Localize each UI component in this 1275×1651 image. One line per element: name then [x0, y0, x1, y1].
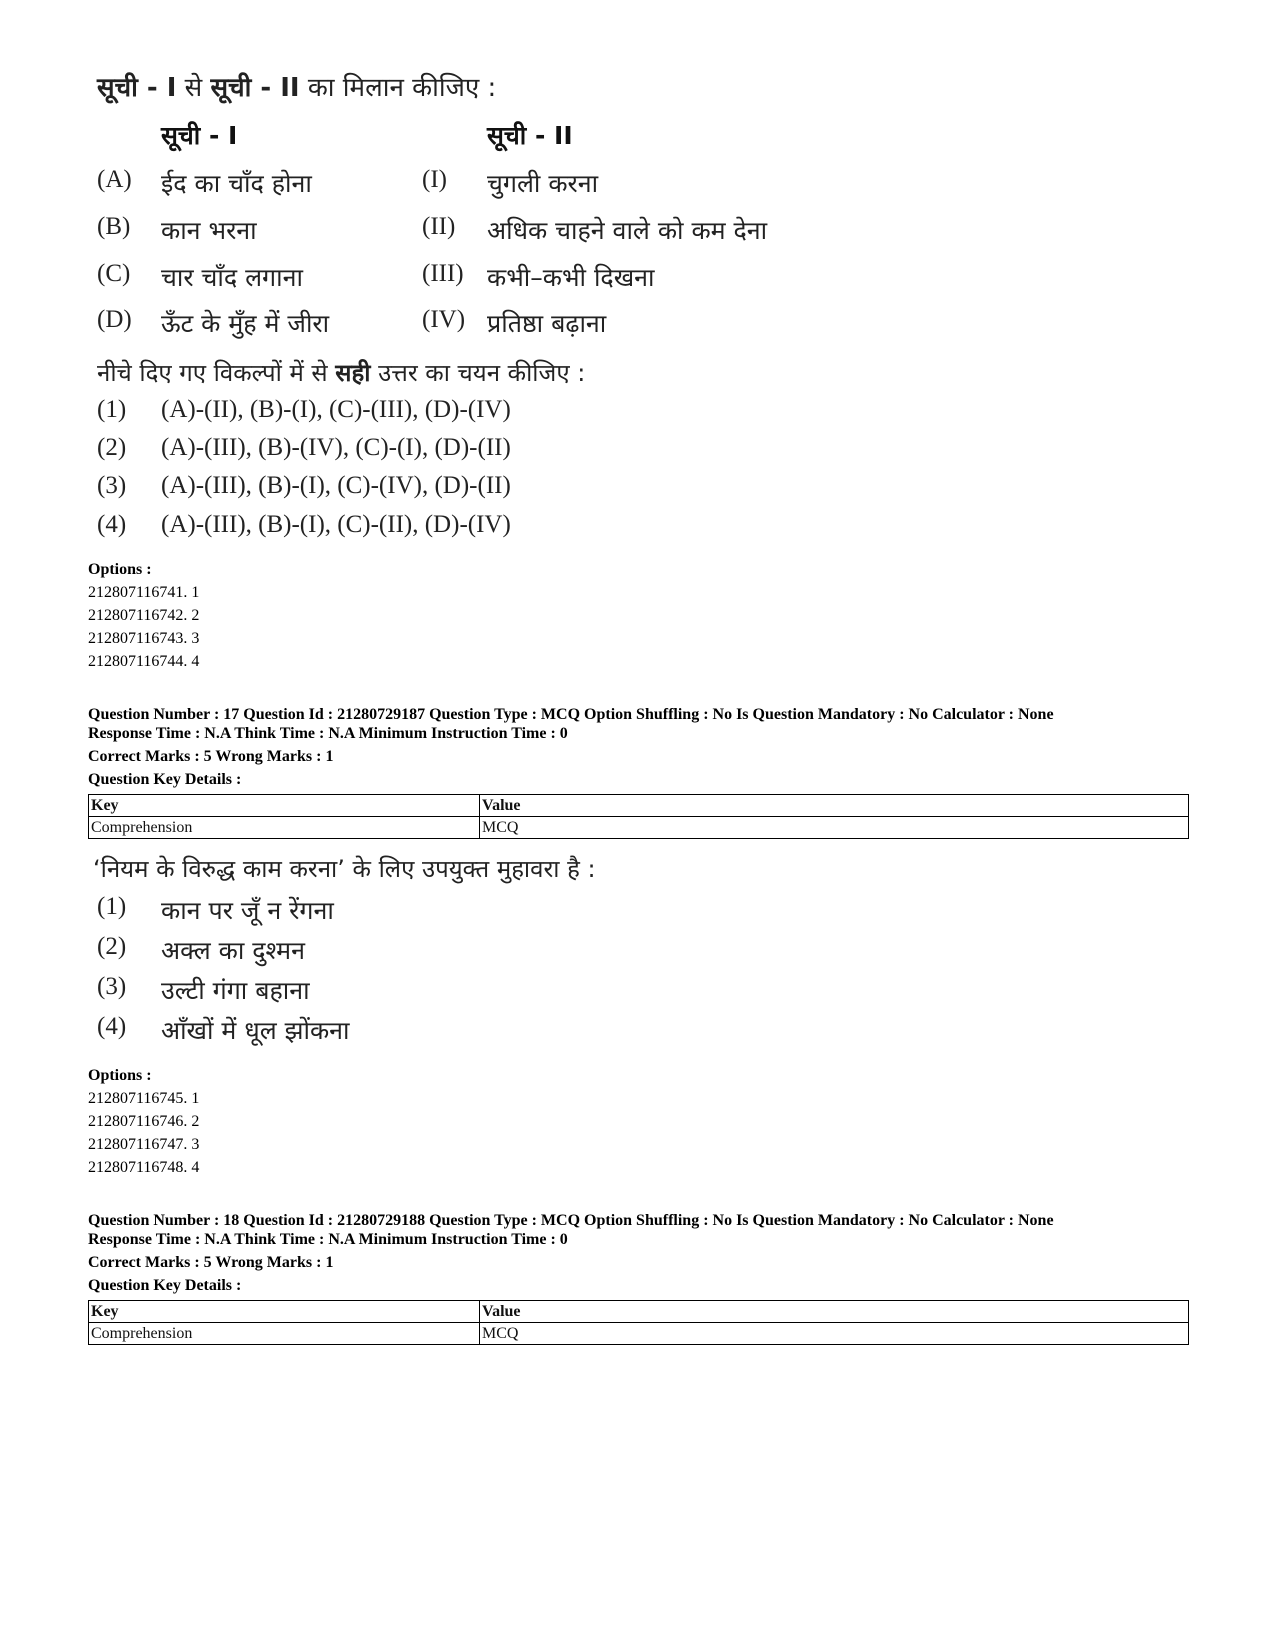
question-18-timing: Response Time : N.A Think Time : N.A Minimum Instruction Time : 0 [88, 1231, 568, 1248]
key-header: Key [89, 795, 480, 817]
option-id: 212807116746. 2 [88, 1113, 200, 1130]
option-id: 212807116745. 1 [88, 1090, 200, 1107]
row-label: (A) [97, 166, 132, 193]
option-number: (4) [97, 1013, 127, 1040]
question-17-key-label: Question Key Details : [88, 771, 242, 788]
option-text: (A)-(III), (B)-(IV), (C)-(I), (D)-(II) [161, 434, 511, 461]
match-row [97, 306, 857, 346]
match-question-title [97, 68, 496, 104]
option-number: (2) [97, 933, 127, 960]
option-number: (3) [97, 973, 127, 1000]
answer-instruction [97, 356, 585, 389]
option-number: (2) [97, 434, 127, 461]
match-row [97, 213, 857, 253]
instr-suffix: उत्तर का चयन कीजिए : [370, 359, 586, 387]
question-17-key-table [88, 794, 1189, 839]
question-17-meta: Question Number : 17 Question Id : 21280729187 Question Type : MCQ Option Shuffling : No Is Question Mandatory : No Calculator : None [88, 706, 1054, 723]
list-2-item: चुगली करना [487, 169, 599, 198]
options-label: Options : [88, 1067, 152, 1084]
question-17-timing: Response Time : N.A Think Time : N.A Minimum Instruction Time : 0 [88, 725, 568, 742]
key-cell: Comprehension [89, 1323, 480, 1345]
option-text: (A)-(III), (B)-(I), (C)-(II), (D)-(IV) [161, 511, 511, 538]
option-text: अक्ल का दुश्मन [161, 936, 305, 965]
option-number: (1) [97, 893, 127, 920]
value-cell: MCQ [480, 817, 1189, 839]
title-connector: से [176, 73, 211, 103]
option-number: (4) [97, 511, 127, 538]
question-18-key-table [88, 1300, 1189, 1345]
options-label: Options : [88, 561, 152, 578]
option-text: (A)-(III), (B)-(I), (C)-(IV), (D)-(II) [161, 472, 511, 499]
row-label-2: (I) [422, 166, 447, 193]
match-row [97, 166, 857, 206]
row-label-2: (IV) [422, 306, 466, 333]
option-id: 212807116743. 3 [88, 630, 200, 647]
option-number: (1) [97, 396, 127, 423]
option-id: 212807116742. 2 [88, 607, 200, 624]
question-18-marks: Correct Marks : 5 Wrong Marks : 1 [88, 1254, 334, 1271]
key-cell: Comprehension [89, 817, 480, 839]
list-2-item: प्रतिष्ठा बढ़ाना [487, 309, 607, 338]
table-row [89, 817, 1189, 839]
row-label: (D) [97, 306, 132, 333]
match-row [97, 260, 857, 300]
row-label-2: (III) [422, 260, 464, 287]
option-number: (3) [97, 472, 127, 499]
row-label: (B) [97, 213, 131, 240]
table-header-row [89, 1301, 1189, 1323]
value-header: Value [480, 1301, 1189, 1323]
value-cell: MCQ [480, 1323, 1189, 1345]
table-row [89, 1323, 1189, 1345]
option-id: 212807116747. 3 [88, 1136, 200, 1153]
title-suffix: का मिलान कीजिए : [299, 73, 497, 103]
question-18-meta: Question Number : 18 Question Id : 21280729188 Question Type : MCQ Option Shuffling : No Is Question Mandatory : No Calculator : None [88, 1212, 1054, 1229]
list-2-item: कभी–कभी दिखना [487, 263, 655, 292]
option-id: 212807116748. 4 [88, 1159, 200, 1176]
instr-emphasis: सही [335, 359, 371, 387]
option-text: आँखों में धूल झोंकना [161, 1016, 350, 1045]
list-1-ref: सूची - I [97, 73, 177, 103]
row-label-2: (II) [422, 213, 456, 240]
list-2-heading: सूची - II [487, 121, 573, 150]
value-header: Value [480, 795, 1189, 817]
list-1-item: ऊँट के मुँह में जीरा [161, 309, 330, 338]
list-1-heading: सूची - I [161, 121, 238, 150]
instr-prefix: नीचे दिए गए विकल्पों में से [97, 359, 336, 387]
option-text: (A)-(II), (B)-(I), (C)-(III), (D)-(IV) [161, 396, 511, 423]
question-18-key-label: Question Key Details : [88, 1277, 242, 1294]
question-17-marks: Correct Marks : 5 Wrong Marks : 1 [88, 748, 334, 765]
list-2-item: अधिक चाहने वाले को कम देना [487, 216, 768, 245]
key-header: Key [89, 1301, 480, 1323]
option-text: कान पर जूँ न रेंगना [161, 896, 334, 925]
row-label: (C) [97, 260, 131, 287]
list-2-ref: सूची - II [210, 73, 300, 103]
list-1-item: ईद का चाँद होना [161, 169, 312, 198]
list-1-item: कान भरना [161, 216, 257, 245]
table-header-row [89, 795, 1189, 817]
option-text: उल्टी गंगा बहाना [161, 976, 310, 1005]
option-id: 212807116744. 4 [88, 653, 200, 670]
list-1-item: चार चाँद लगाना [161, 263, 303, 292]
question-17-text: ‘नियम के विरुद्ध काम करना’ के लिए उपयुक्त मुहावरा है : [93, 855, 596, 883]
option-id: 212807116741. 1 [88, 584, 200, 601]
